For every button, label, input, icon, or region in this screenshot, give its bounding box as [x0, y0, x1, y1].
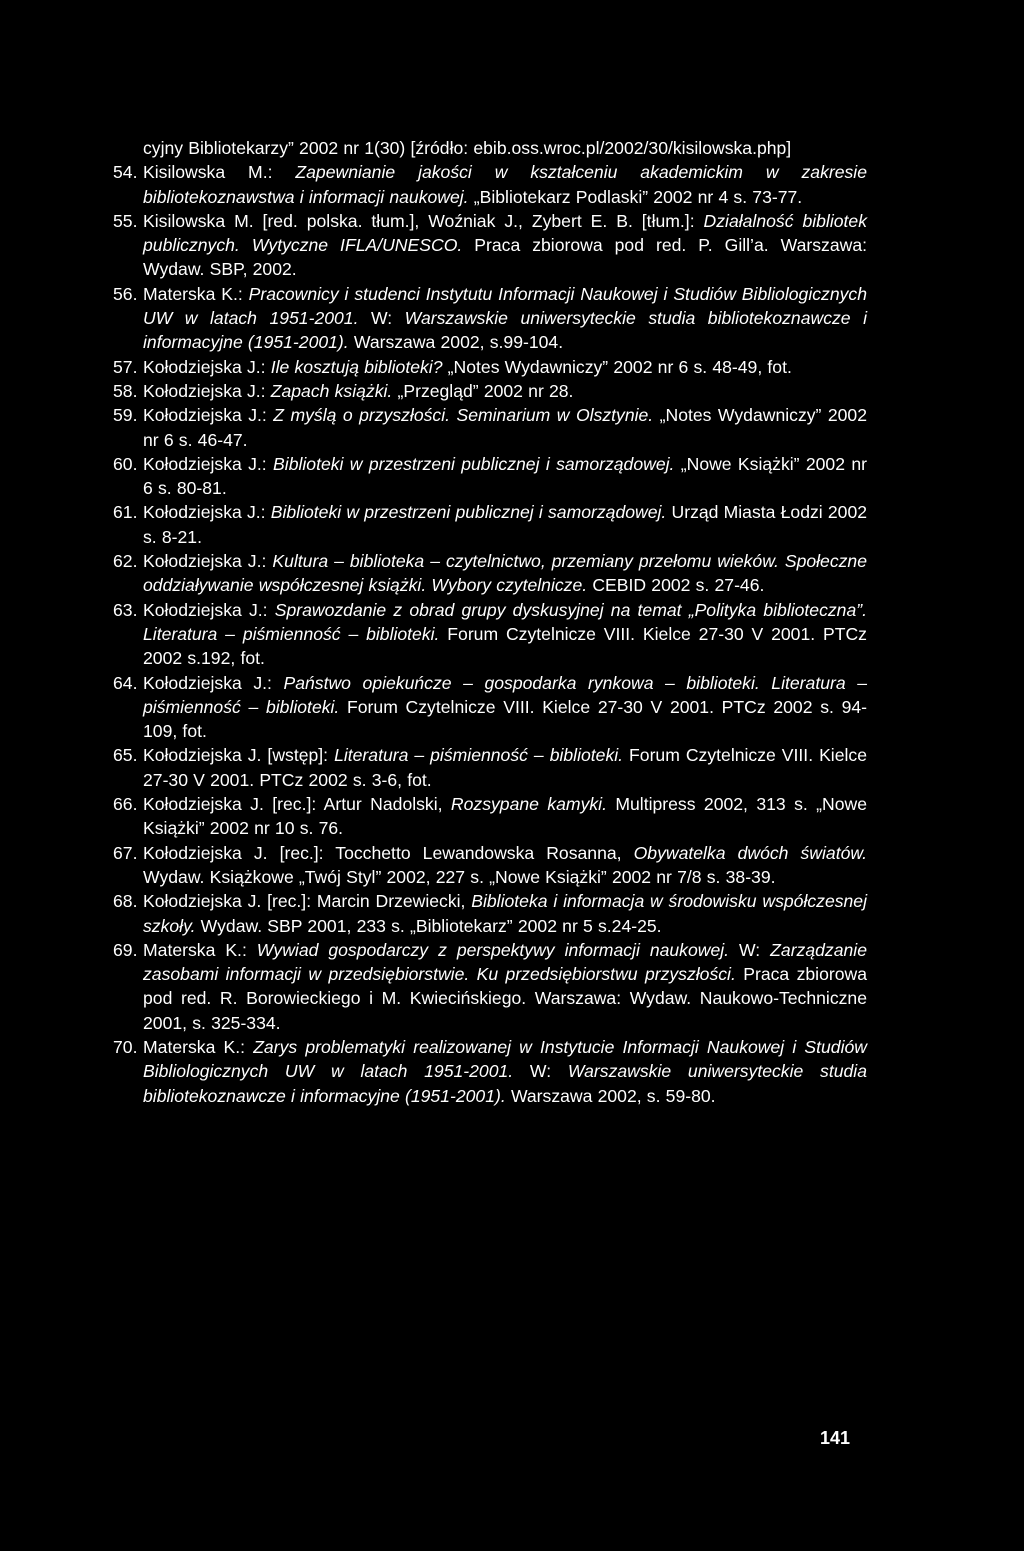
- entry-text: „Przegląd” 2002 nr 28.: [392, 380, 574, 401]
- bibliography-entry: [113, 549, 867, 598]
- entry-text: „Notes Wydawniczy” 2002 nr 6 s. 48-49, fot.: [442, 356, 792, 377]
- entry-number: 56.: [113, 283, 138, 304]
- bibliography-entry: [113, 792, 867, 841]
- entry-text: Materska K.:: [143, 1036, 254, 1057]
- bibliography-entry: [113, 209, 867, 282]
- entry-text: Praca zbiorowa pod red. R. Borowieckiego i M. Kwiecińskiego. Warszawa: Wydaw. Naukowo-Techniczne 2001, s. 325-334.: [143, 964, 867, 1033]
- entry-title-italic: Rozsypane kamyki.: [450, 794, 607, 815]
- bibliography-entry: [113, 671, 867, 744]
- entry-text: Kołodziejska J. [rec.]: Marcin Drzewiecki,: [143, 891, 472, 912]
- entry-text: „Bibliotekarz Podlaski” 2002 nr 4 s. 73-77.: [468, 186, 803, 207]
- entry-title-italic: Sprawozdanie z obrad grupy dyskusyjnej na temat „Polityka biblioteczna”. Literatura – piśmienność – biblioteki.: [143, 599, 868, 644]
- bibliography-entry: [113, 500, 867, 549]
- entry-text: Forum Czytelnicze VIII. Kielce 27-30 V 2001. PTCz 2002 s. 3-6, fot.: [143, 745, 867, 790]
- entry-text: Kołodziejska J.:: [143, 380, 271, 401]
- entry-number: 57.: [113, 356, 138, 377]
- entry-number: 61.: [113, 502, 138, 523]
- bibliography-entry: [113, 889, 867, 938]
- entry-number: 68.: [113, 891, 138, 912]
- entry-number: 65.: [113, 745, 138, 766]
- entry-text: Materska K.:: [143, 283, 249, 304]
- page-content: [113, 136, 867, 1551]
- entry-title-italic: Działalność bibliotek publicznych. Wytyczne IFLA/UNESCO.: [143, 210, 867, 256]
- entry-title-italic: Biblioteka i informacja w środowisku współczesnej szkoły.: [143, 891, 868, 936]
- entry-text: W:: [358, 308, 405, 329]
- entry-title-italic: Zapach książki.: [270, 380, 393, 401]
- entry-number: 64.: [113, 672, 138, 693]
- entry-text: Kołodziejska J.:: [143, 356, 271, 377]
- bibliography-entry: [113, 403, 867, 452]
- entry-text: CEBID 2002 s. 27-46.: [587, 575, 765, 596]
- entry-text: Kisilowska M.:: [143, 162, 296, 183]
- entry-title-italic: Kultura – biblioteka – czytelnictwo, przemiany przełomu wieków. Społeczne oddziaływanie współczesnej książki. Wybory czytelnicze.: [143, 551, 867, 596]
- entry-number: 69.: [113, 939, 138, 960]
- entry-title-italic: Warszawskie uniwersyteckie studia bibliotekoznawcze i informacyjne (1951-2001).: [143, 308, 867, 353]
- entry-title-italic: Zapewnianie jakości w kształceniu akademickim w zakresie bibliotekoznawstwa i informacji naukowej.: [143, 162, 868, 207]
- entry-text: Kisilowska M. [red. polska. tłum.], Woźniak J., Zybert E. B. [tłum.]:: [143, 210, 704, 231]
- entry-text: Warszawa 2002, s. 59-80.: [505, 1085, 716, 1106]
- bibliography-entry: [113, 160, 867, 209]
- entry-title-italic: Pracownicy i studenci Instytutu Informacji Naukowej i Studiów Bibliologicznych UW w latach 1951-2001.: [143, 283, 867, 329]
- entry-title-italic: Ile kosztują biblioteki?: [270, 356, 443, 377]
- entry-text: Kołodziejska J.:: [143, 551, 273, 572]
- entry-text: Kołodziejska J. [wstęp]:: [143, 745, 335, 766]
- entry-number: 60.: [113, 453, 138, 474]
- entry-text: Kołodziejska J.:: [143, 502, 271, 523]
- entry-text: Wydaw. SBP 2001, 233 s. „Bibliotekarz” 2002 nr 5 s.24-25.: [195, 915, 662, 936]
- entry-title-italic: Wywiad gospodarczy z perspektywy informacji naukowej.: [256, 939, 730, 960]
- entry-text: Forum Czytelnicze VIII. Kielce 27-30 V 2001. PTCz 2002 s. 94-109, fot.: [143, 696, 868, 742]
- bibliography-entry: [113, 136, 867, 160]
- entry-text: Kołodziejska J.:: [143, 599, 275, 620]
- entry-text: Kołodziejska J.:: [143, 453, 274, 474]
- entry-title-italic: Biblioteki w przestrzeni publicznej i samorządowej.: [273, 453, 675, 474]
- bibliography-entry: [113, 841, 867, 890]
- entry-text: „Nowe Książki” 2002 nr 6 s. 80-81.: [143, 453, 867, 499]
- entry-text: W:: [513, 1061, 568, 1082]
- bibliography-entry: [113, 598, 867, 671]
- entry-number: 58.: [113, 380, 138, 401]
- entry-text: Wydaw. Książkowe „Twój Styl” 2002, 227 s. „Nowe Książki” 2002 nr 7/8 s. 38-39.: [143, 866, 776, 887]
- entry-text: Kołodziejska J.:: [143, 405, 274, 426]
- entry-title-italic: Z myślą o przyszłości. Seminarium w Olsztynie.: [273, 405, 654, 426]
- entry-text: „Notes Wydawniczy” 2002 nr 6 s. 46-47.: [143, 405, 867, 450]
- entry-text: Forum Czytelnicze VIII. Kielce 27-30 V 2001. PTCz 2002 s.192, fot.: [143, 623, 867, 669]
- bibliography-list: [113, 136, 867, 1108]
- entry-number: 62.: [113, 551, 138, 572]
- entry-text: cyjny Bibliotekarzy” 2002 nr 1(30) [źródło: ebib.oss.wroc.pl/2002/30/kisilowska.php]: [143, 138, 792, 158]
- entry-text: Praca zbiorowa pod red. P. Gill’a. Warszawa: Wydaw. SBP, 2002.: [143, 235, 867, 280]
- entry-title-italic: Państwo opiekuńcze – gospodarka rynkowa – biblioteki. Literatura – piśmienność – biblioteki.: [143, 672, 867, 717]
- entry-title-italic: Zarządzanie zasobami informacji w przedsiębiorstwie. Ku przedsiębiorstwu przyszłości.: [143, 939, 867, 985]
- entry-text: Materska K.:: [143, 939, 257, 960]
- entry-number: 70.: [113, 1036, 138, 1057]
- bibliography-entry: [113, 743, 867, 792]
- entry-text: Urząd Miasta Łodzi 2002 s. 8-21.: [143, 502, 868, 547]
- entry-text: Kołodziejska J.:: [143, 672, 284, 693]
- entry-number: 54.: [113, 162, 138, 183]
- entry-number: 55.: [113, 210, 138, 231]
- bibliography-entry: [113, 452, 867, 501]
- entry-title-italic: Obywatelka dwóch światów.: [633, 842, 867, 863]
- bibliography-entry: [113, 938, 867, 1035]
- entry-text: Warszawa 2002, s.99-104.: [348, 332, 564, 353]
- entry-number: 59.: [113, 405, 138, 426]
- entry-title-italic: Warszawskie uniwersyteckie studia bibliotekoznawcze i informacyjne (1951-2001).: [143, 1061, 867, 1106]
- bibliography-entry: [113, 282, 867, 355]
- bibliography-entry: [113, 1035, 867, 1108]
- entry-number: 63.: [113, 599, 138, 620]
- entry-number: 66.: [113, 794, 138, 815]
- entry-title-italic: Zarys problematyki realizowanej w Instytucie Informacji Naukowej i Studiów Bibliologicznych UW w latach 1951-2001.: [143, 1036, 867, 1082]
- entry-text: Kołodziejska J. [rec.]: Artur Nadolski,: [143, 794, 451, 815]
- entry-title-italic: Biblioteki w przestrzeni publicznej i samorządowej.: [270, 502, 667, 523]
- page-number: 141: [820, 1428, 851, 1448]
- entry-number: 67.: [113, 842, 138, 863]
- entry-title-italic: Literatura – piśmienność – biblioteki.: [334, 745, 624, 766]
- entry-text: Kołodziejska J. [rec.]: Tocchetto Lewandowska Rosanna,: [143, 842, 634, 863]
- entry-text: W:: [729, 939, 771, 960]
- bibliography-entry: [113, 379, 867, 403]
- entry-text: Multipress 2002, 313 s. „Nowe Książki” 2002 nr 10 s. 76.: [143, 794, 867, 839]
- bibliography-entry: [113, 355, 867, 379]
